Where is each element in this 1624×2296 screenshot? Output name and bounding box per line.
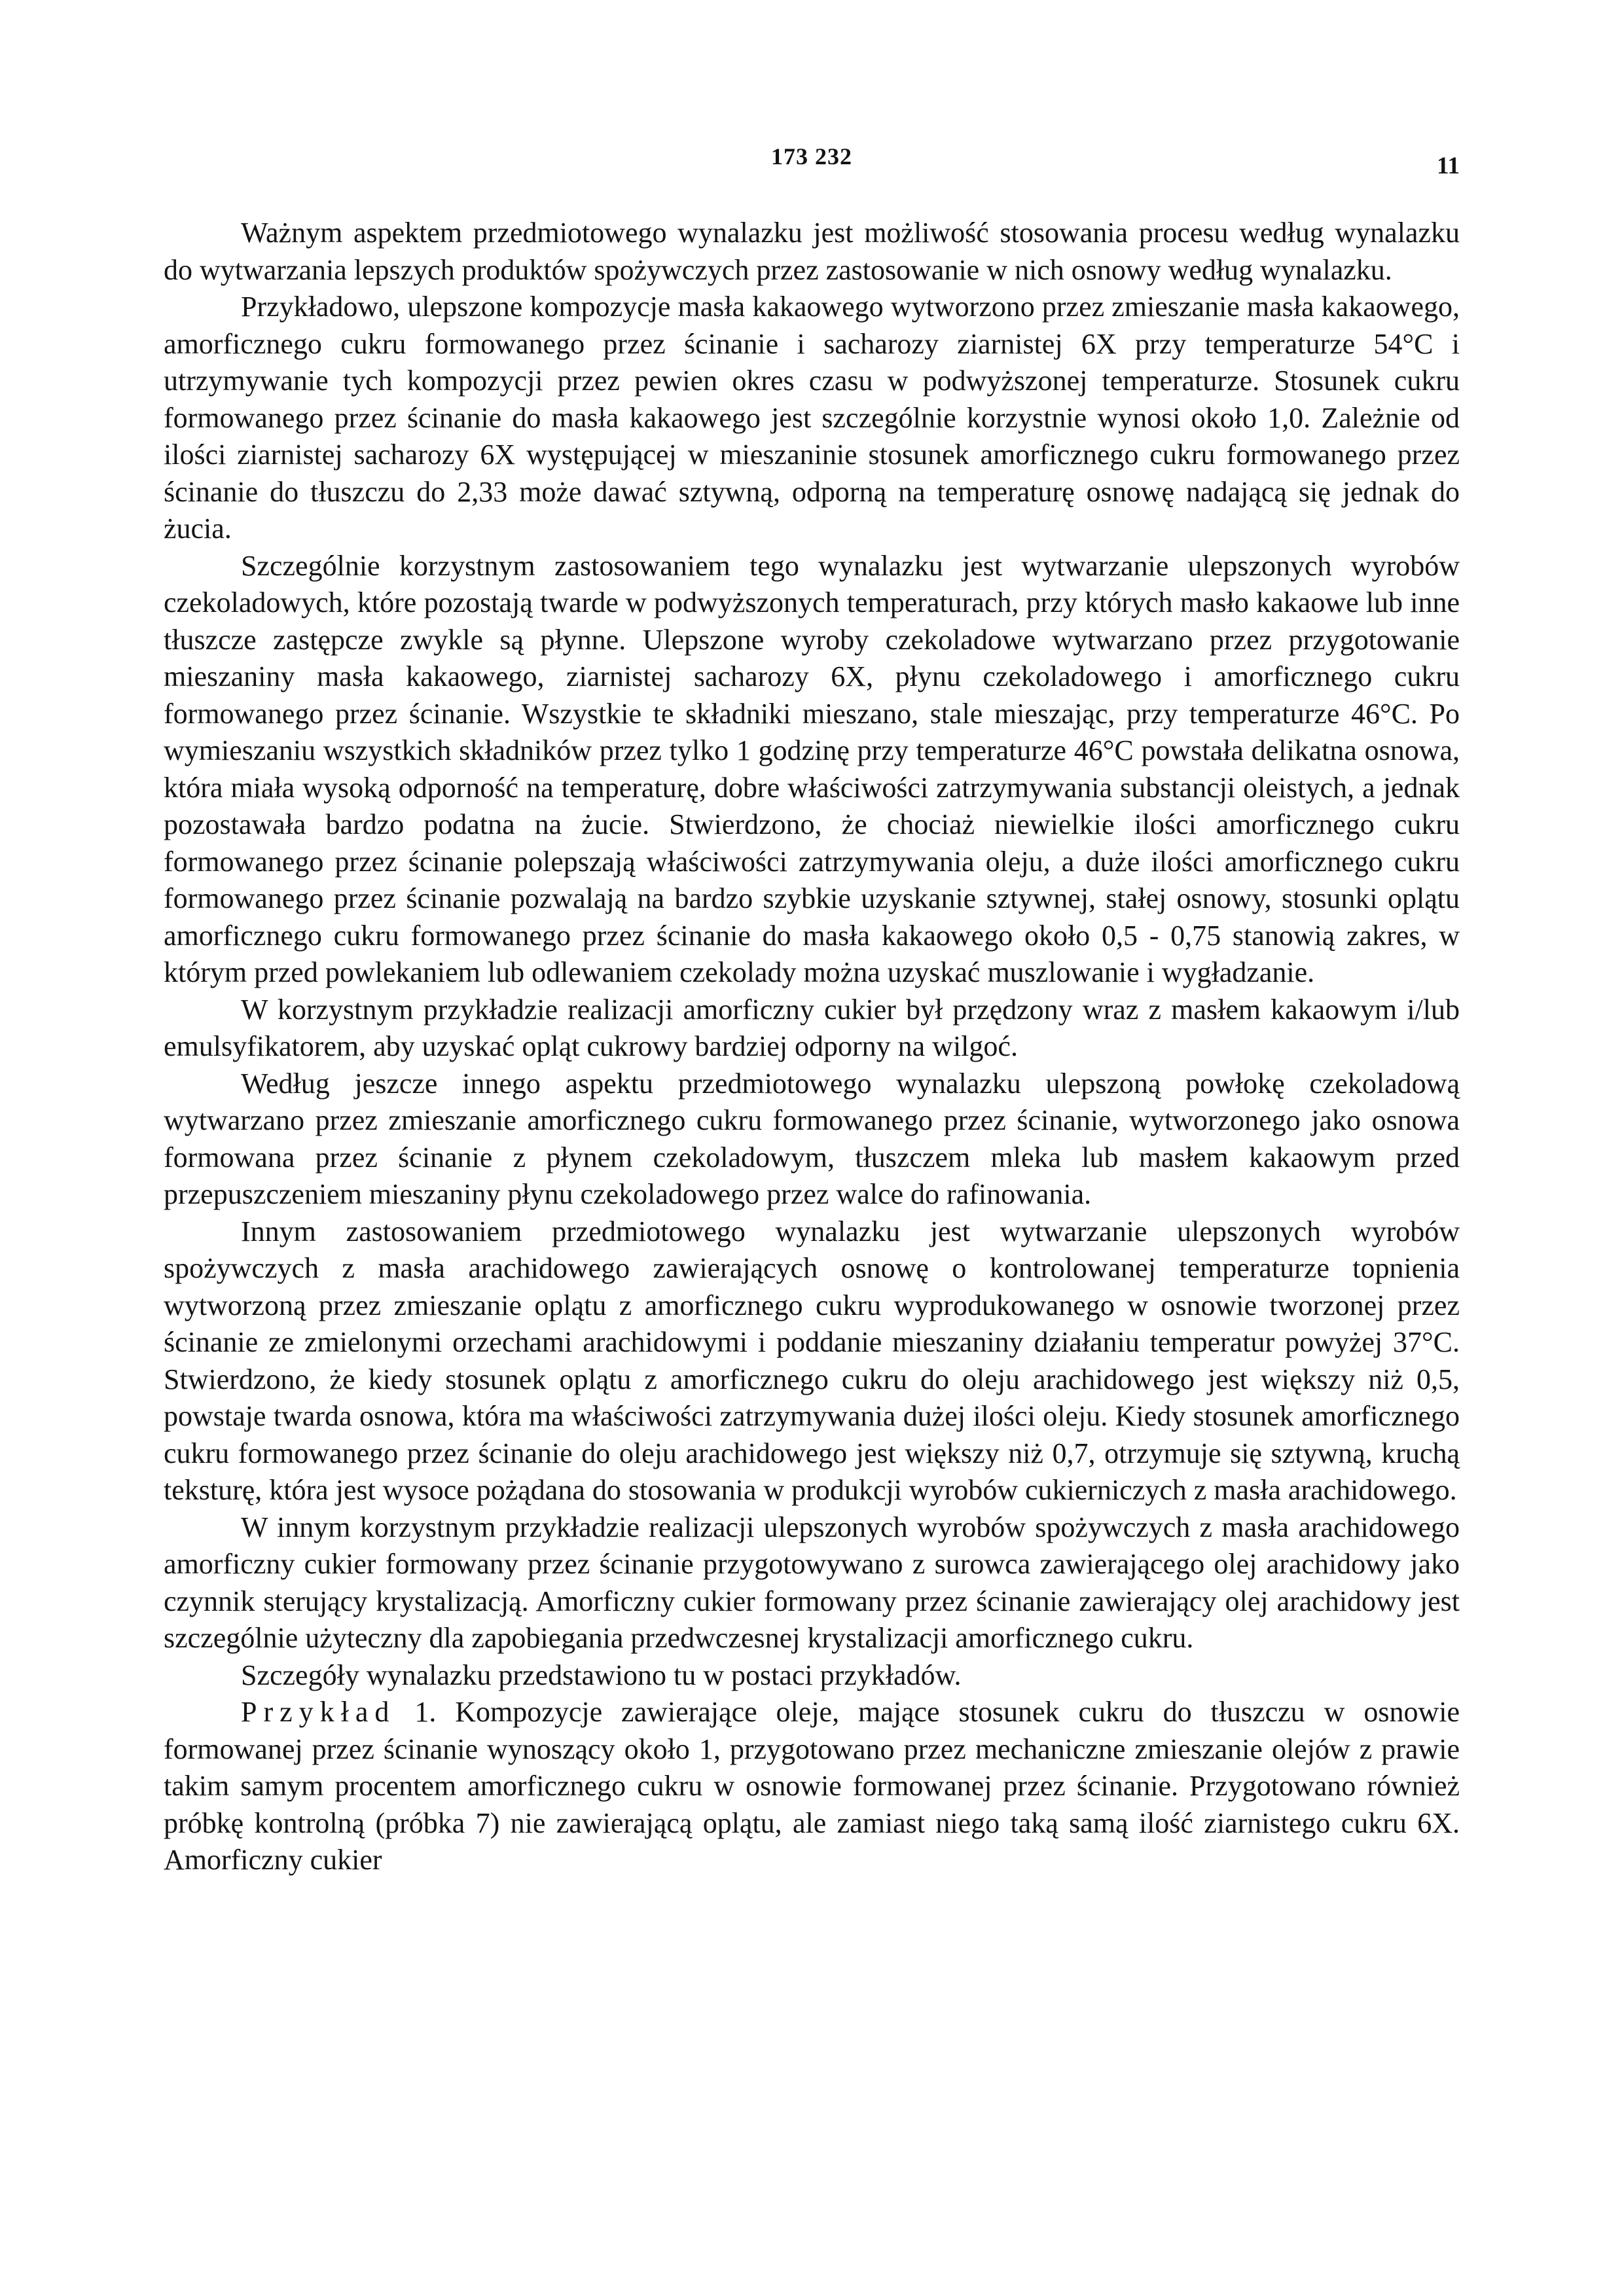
example-label: Przykład bbox=[241, 1696, 396, 1728]
paragraph-8: Szczegóły wynalazku przedstawiono tu w postaci przykładów. bbox=[241, 1659, 962, 1691]
page-number: 11 bbox=[1437, 152, 1460, 179]
paragraph-1: Ważnym aspektem przedmiotowego wynalazku jest możliwość stosowania procesu według wynalazku do wytwarzania lepszych produktów spożywczych przez zastosowanie w nich osnowy według wynalazku. bbox=[164, 217, 1460, 286]
example-text: 1. Kompozycje zawierające oleje, mające stosunek cukru do tłuszczu w osnowie formowanej przez ścinanie wynoszący około 1, przygotowano przez mechaniczne zmieszanie olejów z prawie takim samym procentem amorficznego cukru w osnowie formowanej przez ścinanie. Przygotowano również próbkę kontrolną (próbka 7) nie zawierającą oplątu, ale zamiast niego taką samą ilość ziarnistego cukru 6X. Amorficzny cukier bbox=[164, 1696, 1460, 1876]
paragraph-4: W korzystnym przykładzie realizacji amorficzny cukier był przędzony wraz z masłem kakaowym i/lub emulsyfikatorem, aby uzyskać opląt cukrowy bardziej odporny na wilgoć. bbox=[164, 993, 1460, 1062]
body-text bbox=[164, 215, 1460, 1879]
paragraph-2: Przykładowo, ulepszone kompozycje masła kakaowego wytworzono przez zmieszanie masła kakaowego, amorficznego cukru formowanego przez ścinanie i sacharozy ziarnistej 6X przy temperaturze 54°C i utrzymywanie tych kompozycji przez pewien okres czasu w podwyższonej temperaturze. Stosunek cukru formowanego przez ścinanie do masła kakaowego jest szczególnie korzystnie wynosi około 1,0. Zależnie od ilości ziarnistej sacharozy 6X występującej w mieszaninie stosunek amorficznego cukru formowanego przez ścinanie do tłuszczu do 2,33 może dawać sztywną, odporną na temperaturę osnowę nadającą się jednak do żucia. bbox=[164, 291, 1460, 545]
example-paragraph bbox=[164, 1694, 1460, 1879]
paragraph-7: W innym korzystnym przykładzie realizacji ulepszonych wyrobów spożywczych z masła arachidowego amorficzny cukier formowany przez ścinanie przygotowywano z surowca zawierającego olej arachidowy jako czynnik sterujący krystalizacją. Amorficzny cukier formowany przez ścinanie zawierający olej arachidowy jest szczególnie użyteczny dla zapobiegania przedwczesnej krystalizacji amorficznego cukru. bbox=[164, 1511, 1460, 1654]
paragraph-3: Szczególnie korzystnym zastosowaniem tego wynalazku jest wytwarzanie ulepszonych wyrobów czekoladowych, które pozostają twarde w podwyższonych temperaturach, przy których masło kakaowe lub inne tłuszcze zastępcze zwykle są płynne. Ulepszone wyroby czekoladowe wytwarzano przez przygotowanie mieszaniny masła kakaowego, ziarnistej sacharozy 6X, płynu czekoladowego i amorficznego cukru formowanego przez ścinanie. Wszystkie te składniki mieszano, stale mieszając, przy temperaturze 46°C. Po wymieszaniu wszystkich składników przez tylko 1 godzinę przy temperaturze 46°C powstała delikatna osnowa, która miała wysoką odporność na temperaturę, dobre właściwości zatrzymywania substancji oleistych, a jednak pozostawała bardzo podatna na żucie. Stwierdzono, że chociaż niewielkie ilości amorficznego cukru formowanego przez ścinanie polepszają właściwości zatrzymywania oleju, a duże ilości amorficznego cukru formowanego przez ścinanie pozwalają na bardzo szybkie uzyskanie sztywnej, stałej osnowy, stosunki oplątu amorficznego cukru formowanego przez ścinanie do masła kakaowego około 0,5 - 0,75 stanowią zakres, w którym przed powlekaniem lub odlewaniem czekolady można uzyskać muszlowanie i wygładzanie. bbox=[164, 549, 1460, 988]
paragraph-5: Według jeszcze innego aspektu przedmiotowego wynalazku ulepszoną powłokę czekoladową wytwarzano przez zmieszanie amorficznego cukru formowanego przez ścinanie, wytworzonego jako osnowa formowana przez ścinanie z płynem czekoladowym, tłuszczem mleka lub masłem kakaowym przed przepuszczeniem mieszaniny płynu czekoladowego przez walce do rafinowania. bbox=[164, 1067, 1460, 1210]
document-number: 173 232 bbox=[771, 143, 852, 170]
paragraph-6: Innym zastosowaniem przedmiotowego wynalazku jest wytwarzanie ulepszonych wyrobów spożywczych z masła arachidowego zawierających osnowę o kontrolowanej temperaturze topnienia wytworzoną przez zmieszanie oplątu z amorficznego cukru wyprodukowanego w osnowie tworzonej przez ścinanie ze zmielonymi orzechami arachidowymi i poddanie mieszaniny działaniu temperatur powyżej 37°C. Stwierdzono, że kiedy stosunek oplątu z amorficznego cukru do oleju arachidowego jest większy niż 0,5, powstaje twarda osnowa, która ma właściwości zatrzymywania dużej ilości oleju. Kiedy stosunek amorficznego cukru formowanego przez ścinanie do oleju arachidowego jest większy niż 0,7, otrzymuje się sztywną, kruchą teksturę, która jest wysoce pożądana do stosowania w produkcji wyrobów cukierniczych z masła arachidowego. bbox=[164, 1215, 1460, 1506]
page-header bbox=[164, 143, 1460, 182]
